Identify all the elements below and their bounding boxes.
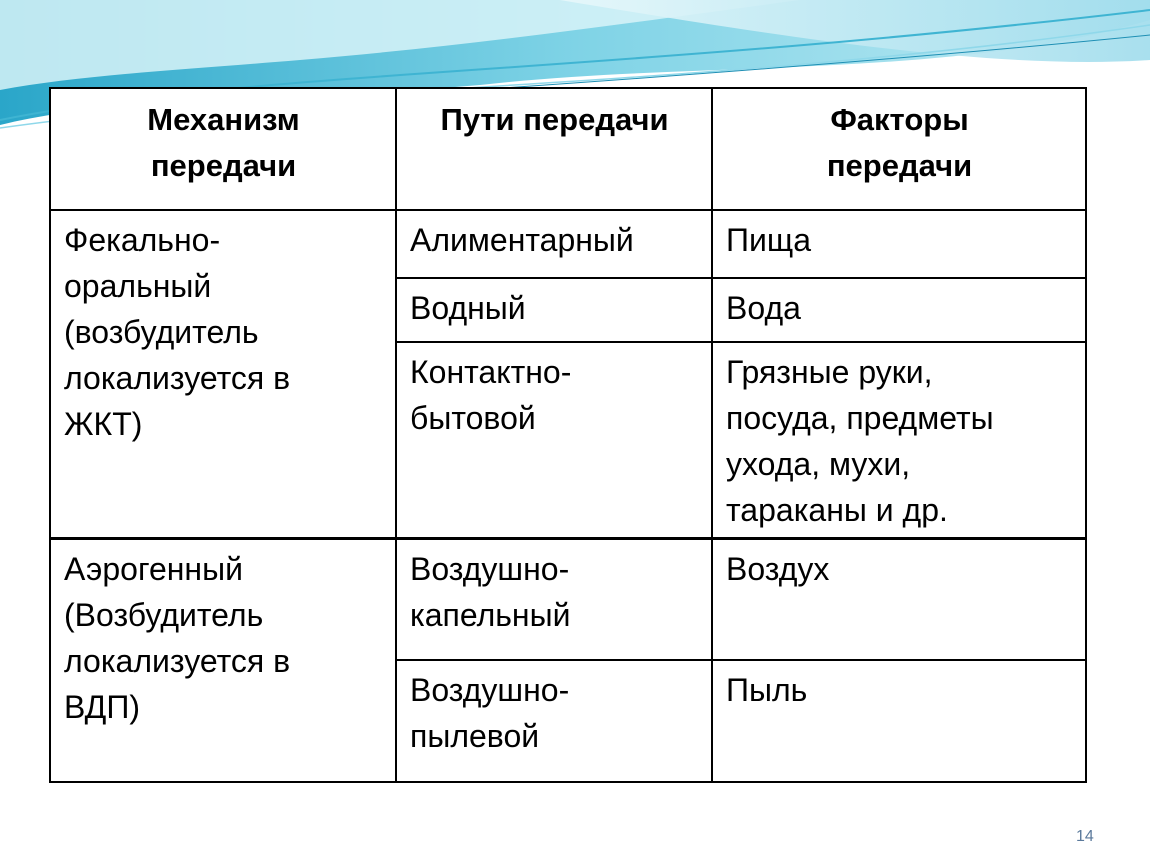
mechanism-cell: Фекально- оральный (возбудитель локализуется в ЖКТ)	[50, 210, 396, 538]
route-cell: Алиментарный	[396, 210, 712, 278]
factor-cell: Вода	[712, 278, 1086, 342]
route-cell: Контактно- бытовой	[396, 342, 712, 538]
table-row	[50, 538, 1086, 660]
route-cell: Воздушно- пылевой	[396, 660, 712, 782]
mechanism-cell: Аэрогенный (Возбудитель локализуется в ВДП)	[50, 538, 396, 782]
factor-cell: Пыль	[712, 660, 1086, 782]
table-row	[50, 210, 1086, 278]
header-row	[50, 88, 1086, 210]
header-routes: Пути передачи	[396, 88, 712, 210]
header-factors: Факторы передачи	[712, 88, 1086, 210]
factor-cell: Воздух	[712, 538, 1086, 660]
header-mechanism: Механизм передачи	[50, 88, 396, 210]
page-number: 14	[1076, 828, 1094, 845]
factor-cell: Грязные руки, посуда, предметы ухода, мухи, тараканы и др.	[712, 342, 1086, 538]
transmission-table	[49, 87, 1087, 783]
route-cell: Водный	[396, 278, 712, 342]
factor-cell: Пища	[712, 210, 1086, 278]
route-cell: Воздушно- капельный	[396, 538, 712, 660]
